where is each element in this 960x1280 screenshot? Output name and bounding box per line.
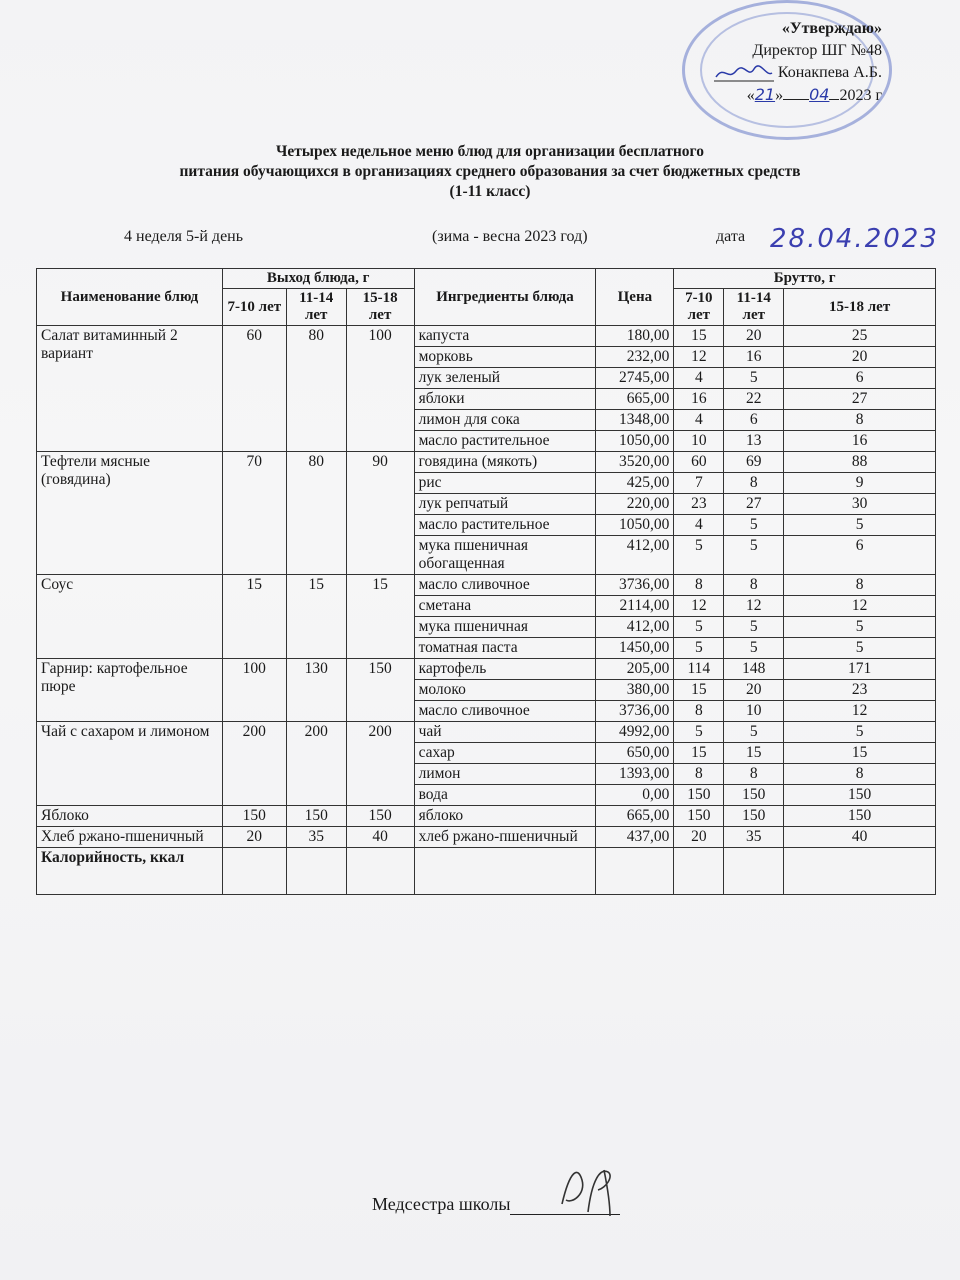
- gross-age-3: 150: [784, 806, 936, 827]
- dish-yield-age-1: 100: [222, 659, 286, 722]
- ingredient-name: сметана: [414, 596, 596, 617]
- dish-yield-age-2: 200: [286, 722, 346, 806]
- gross-age-2: 5: [724, 617, 784, 638]
- ingredient-name: морковь: [414, 347, 596, 368]
- ingredient-name: лук репчатый: [414, 494, 596, 515]
- dish-yield-age-2: 80: [286, 326, 346, 452]
- week-day: 4 неделя 5-й день: [124, 228, 244, 245]
- header-gross-age-1: 7-10 лет: [674, 289, 724, 326]
- title-line-3: (1-11 класс): [449, 183, 531, 200]
- ingredient-row: [37, 659, 936, 680]
- approval-name: Конакпева А.Б.: [777, 64, 882, 81]
- gross-age-3: 15: [784, 743, 936, 764]
- ingredient-name: чай: [414, 722, 596, 743]
- ingredient-name: вода: [414, 785, 596, 806]
- gross-age-2: 5: [724, 722, 784, 743]
- dish-yield-age-3: 100: [346, 326, 414, 452]
- ingredient-price: 0,00: [596, 785, 674, 806]
- ingredient-name: яблоки: [414, 389, 596, 410]
- gross-age-1: 12: [674, 596, 724, 617]
- gross-age-2: 69: [724, 452, 784, 473]
- menu-body: [37, 326, 936, 848]
- ingredient-row: [37, 452, 936, 473]
- gross-age-2: 150: [724, 806, 784, 827]
- gross-age-2: 8: [724, 764, 784, 785]
- gross-age-1: 5: [674, 638, 724, 659]
- header-yield-age-1: 7-10 лет: [222, 289, 286, 326]
- ingredient-name: яблоко: [414, 806, 596, 827]
- date-label: дата: [716, 228, 746, 245]
- gross-age-2: 20: [724, 326, 784, 347]
- gross-age-3: 27: [784, 389, 936, 410]
- dish-yield-age-2: 130: [286, 659, 346, 722]
- dish-yield-age-1: 200: [222, 722, 286, 806]
- gross-age-1: 15: [674, 743, 724, 764]
- ingredient-name: сахар: [414, 743, 596, 764]
- approval-date-close: »: [775, 87, 784, 104]
- ingredient-name: рис: [414, 473, 596, 494]
- approval-heading: «Утверждаю»: [781, 20, 882, 37]
- gross-age-2: 16: [724, 347, 784, 368]
- ingredient-name: мука пшеничная: [414, 617, 596, 638]
- approval-date-month: 04: [809, 85, 830, 104]
- gross-age-2: 5: [724, 638, 784, 659]
- gross-age-1: 8: [674, 764, 724, 785]
- gross-age-2: 27: [724, 494, 784, 515]
- approval-date: [714, 84, 882, 107]
- gross-age-2: 20: [724, 680, 784, 701]
- dish-name: Яблоко: [37, 806, 223, 827]
- calories-cell: [596, 848, 674, 895]
- ingredient-name: говядина (мякоть): [414, 452, 596, 473]
- calories-cell: [414, 848, 596, 895]
- dish-name: Гарнир: картофельное пюре: [37, 659, 223, 722]
- gross-age-1: 8: [674, 701, 724, 722]
- gross-age-3: 12: [784, 596, 936, 617]
- dish-yield-age-3: 150: [346, 659, 414, 722]
- title-line-2: питания обучающихся в организациях среднего образования за счет бюджетных средств: [179, 163, 801, 180]
- calories-cell: [222, 848, 286, 895]
- ingredient-name: масло растительное: [414, 431, 596, 452]
- header-price: Цена: [596, 269, 674, 326]
- gross-age-1: 5: [674, 536, 724, 575]
- ingredient-price: 1050,00: [596, 515, 674, 536]
- calories-row: [37, 848, 936, 895]
- gross-age-2: 148: [724, 659, 784, 680]
- calories-cell: [346, 848, 414, 895]
- dish-yield-age-1: 70: [222, 452, 286, 575]
- page-title: [110, 142, 870, 202]
- approval-position: Директор ШГ №48: [752, 42, 882, 59]
- ingredient-name: масло сливочное: [414, 701, 596, 722]
- gross-age-3: 12: [784, 701, 936, 722]
- ingredient-price: 1050,00: [596, 431, 674, 452]
- gross-age-3: 9: [784, 473, 936, 494]
- gross-age-1: 12: [674, 347, 724, 368]
- ingredient-price: 412,00: [596, 536, 674, 575]
- approval-date-day: 21: [754, 85, 776, 104]
- gross-age-1: 23: [674, 494, 724, 515]
- date-value: 28.04.2023: [770, 224, 939, 254]
- approval-block: [714, 18, 882, 107]
- gross-age-1: 5: [674, 617, 724, 638]
- gross-age-1: 60: [674, 452, 724, 473]
- header-yield-age-3: 15-18 лет: [346, 289, 414, 326]
- ingredient-price: 2745,00: [596, 368, 674, 389]
- dish-yield-age-1: 20: [222, 827, 286, 848]
- gross-age-2: 15: [724, 743, 784, 764]
- ingredient-row: [37, 827, 936, 848]
- ingredient-price: 2114,00: [596, 596, 674, 617]
- gross-age-1: 4: [674, 368, 724, 389]
- menu-table: [36, 268, 936, 895]
- dish-name: Чай с сахаром и лимоном: [37, 722, 223, 806]
- ingredient-name: молоко: [414, 680, 596, 701]
- ingredient-row: [37, 806, 936, 827]
- gross-age-3: 8: [784, 764, 936, 785]
- approval-date-open: «: [746, 87, 755, 104]
- ingredient-name: лимон для сока: [414, 410, 596, 431]
- gross-age-1: 15: [674, 326, 724, 347]
- header-gross-age-3: 15-18 лет: [784, 289, 936, 326]
- ingredient-name: мука пшеничная обогащенная: [414, 536, 596, 575]
- header-yield-age-2: 11-14 лет: [286, 289, 346, 326]
- season: (зима - весна 2023 год): [432, 228, 588, 245]
- header-gross-age-2: 11-14 лет: [724, 289, 784, 326]
- calories-cell: [286, 848, 346, 895]
- ingredient-price: 220,00: [596, 494, 674, 515]
- dish-yield-age-1: 150: [222, 806, 286, 827]
- gross-age-2: 5: [724, 536, 784, 575]
- gross-age-2: 8: [724, 473, 784, 494]
- ingredient-price: 650,00: [596, 743, 674, 764]
- ingredient-name: лимон: [414, 764, 596, 785]
- gross-age-2: 5: [724, 515, 784, 536]
- calories-cell: [784, 848, 936, 895]
- ingredient-price: 1393,00: [596, 764, 674, 785]
- header-yield: Выход блюда, г: [222, 269, 414, 289]
- dish-yield-age-2: 35: [286, 827, 346, 848]
- gross-age-1: 15: [674, 680, 724, 701]
- gross-age-3: 150: [784, 785, 936, 806]
- ingredient-price: 412,00: [596, 617, 674, 638]
- ingredient-price: 205,00: [596, 659, 674, 680]
- nurse-label: Медсестра школы: [372, 1194, 511, 1214]
- calories-label: Калорийность, ккал: [37, 848, 223, 895]
- gross-age-2: 13: [724, 431, 784, 452]
- dish-yield-age-3: 15: [346, 575, 414, 659]
- calories-cell: [674, 848, 724, 895]
- dish-yield-age-1: 15: [222, 575, 286, 659]
- gross-age-1: 150: [674, 806, 724, 827]
- gross-age-1: 4: [674, 410, 724, 431]
- header-row-1: [37, 269, 936, 289]
- ingredient-name: картофель: [414, 659, 596, 680]
- ingredient-name: капуста: [414, 326, 596, 347]
- gross-age-1: 114: [674, 659, 724, 680]
- gross-age-3: 5: [784, 617, 936, 638]
- gross-age-3: 171: [784, 659, 936, 680]
- ingredient-price: 3736,00: [596, 575, 674, 596]
- ingredient-row: [37, 575, 936, 596]
- ingredient-price: 425,00: [596, 473, 674, 494]
- dish-name: Салат витаминный 2 вариант: [37, 326, 223, 452]
- gross-age-2: 22: [724, 389, 784, 410]
- gross-age-1: 8: [674, 575, 724, 596]
- gross-age-1: 150: [674, 785, 724, 806]
- ingredient-price: 3520,00: [596, 452, 674, 473]
- dish-yield-age-1: 60: [222, 326, 286, 452]
- nurse-signature-icon: [548, 1160, 638, 1220]
- gross-age-2: 5: [724, 368, 784, 389]
- gross-age-3: 20: [784, 347, 936, 368]
- gross-age-3: 16: [784, 431, 936, 452]
- calories-cell: [724, 848, 784, 895]
- ingredient-name: томатная паста: [414, 638, 596, 659]
- gross-age-1: 10: [674, 431, 724, 452]
- title-line-1: Четырех недельное меню блюд для организации бесплатного: [276, 143, 704, 160]
- gross-age-2: 6: [724, 410, 784, 431]
- ingredient-name: лук зеленый: [414, 368, 596, 389]
- ingredient-name: масло растительное: [414, 515, 596, 536]
- gross-age-1: 16: [674, 389, 724, 410]
- gross-age-3: 8: [784, 410, 936, 431]
- ingredient-price: 1450,00: [596, 638, 674, 659]
- dish-yield-age-3: 40: [346, 827, 414, 848]
- dish-yield-age-2: 15: [286, 575, 346, 659]
- gross-age-2: 12: [724, 596, 784, 617]
- dish-yield-age-3: 150: [346, 806, 414, 827]
- gross-age-3: 25: [784, 326, 936, 347]
- ingredient-price: 665,00: [596, 389, 674, 410]
- gross-age-2: 150: [724, 785, 784, 806]
- gross-age-2: 8: [724, 575, 784, 596]
- ingredient-price: 4992,00: [596, 722, 674, 743]
- gross-age-3: 30: [784, 494, 936, 515]
- gross-age-3: 8: [784, 575, 936, 596]
- dish-yield-age-3: 200: [346, 722, 414, 806]
- ingredient-row: [37, 326, 936, 347]
- dish-name: Соус: [37, 575, 223, 659]
- gross-age-3: 5: [784, 722, 936, 743]
- header-gross: Брутто, г: [674, 269, 936, 289]
- gross-age-1: 4: [674, 515, 724, 536]
- gross-age-2: 35: [724, 827, 784, 848]
- gross-age-1: 7: [674, 473, 724, 494]
- gross-age-1: 5: [674, 722, 724, 743]
- ingredient-price: 1348,00: [596, 410, 674, 431]
- dish-name: Хлеб ржано-пшеничный: [37, 827, 223, 848]
- ingredient-row: [37, 722, 936, 743]
- approval-date-year: 2023 г: [839, 87, 882, 104]
- ingredient-price: 232,00: [596, 347, 674, 368]
- ingredient-name: масло сливочное: [414, 575, 596, 596]
- ingredient-name: хлеб ржано-пшеничный: [414, 827, 596, 848]
- gross-age-3: 6: [784, 368, 936, 389]
- gross-age-3: 23: [784, 680, 936, 701]
- gross-age-3: 6: [784, 536, 936, 575]
- director-signature-icon: [714, 63, 774, 83]
- ingredient-price: 380,00: [596, 680, 674, 701]
- ingredient-price: 3736,00: [596, 701, 674, 722]
- gross-age-3: 88: [784, 452, 936, 473]
- header-dish: Наименование блюд: [37, 269, 223, 326]
- ingredient-price: 437,00: [596, 827, 674, 848]
- gross-age-3: 5: [784, 515, 936, 536]
- ingredient-price: 180,00: [596, 326, 674, 347]
- dish-name: Тефтели мясные (говядина): [37, 452, 223, 575]
- gross-age-3: 40: [784, 827, 936, 848]
- ingredient-price: 665,00: [596, 806, 674, 827]
- dish-yield-age-2: 150: [286, 806, 346, 827]
- header-ingredients: Ингредиенты блюда: [414, 269, 596, 326]
- dish-yield-age-2: 80: [286, 452, 346, 575]
- gross-age-1: 20: [674, 827, 724, 848]
- gross-age-3: 5: [784, 638, 936, 659]
- gross-age-2: 10: [724, 701, 784, 722]
- dish-yield-age-3: 90: [346, 452, 414, 575]
